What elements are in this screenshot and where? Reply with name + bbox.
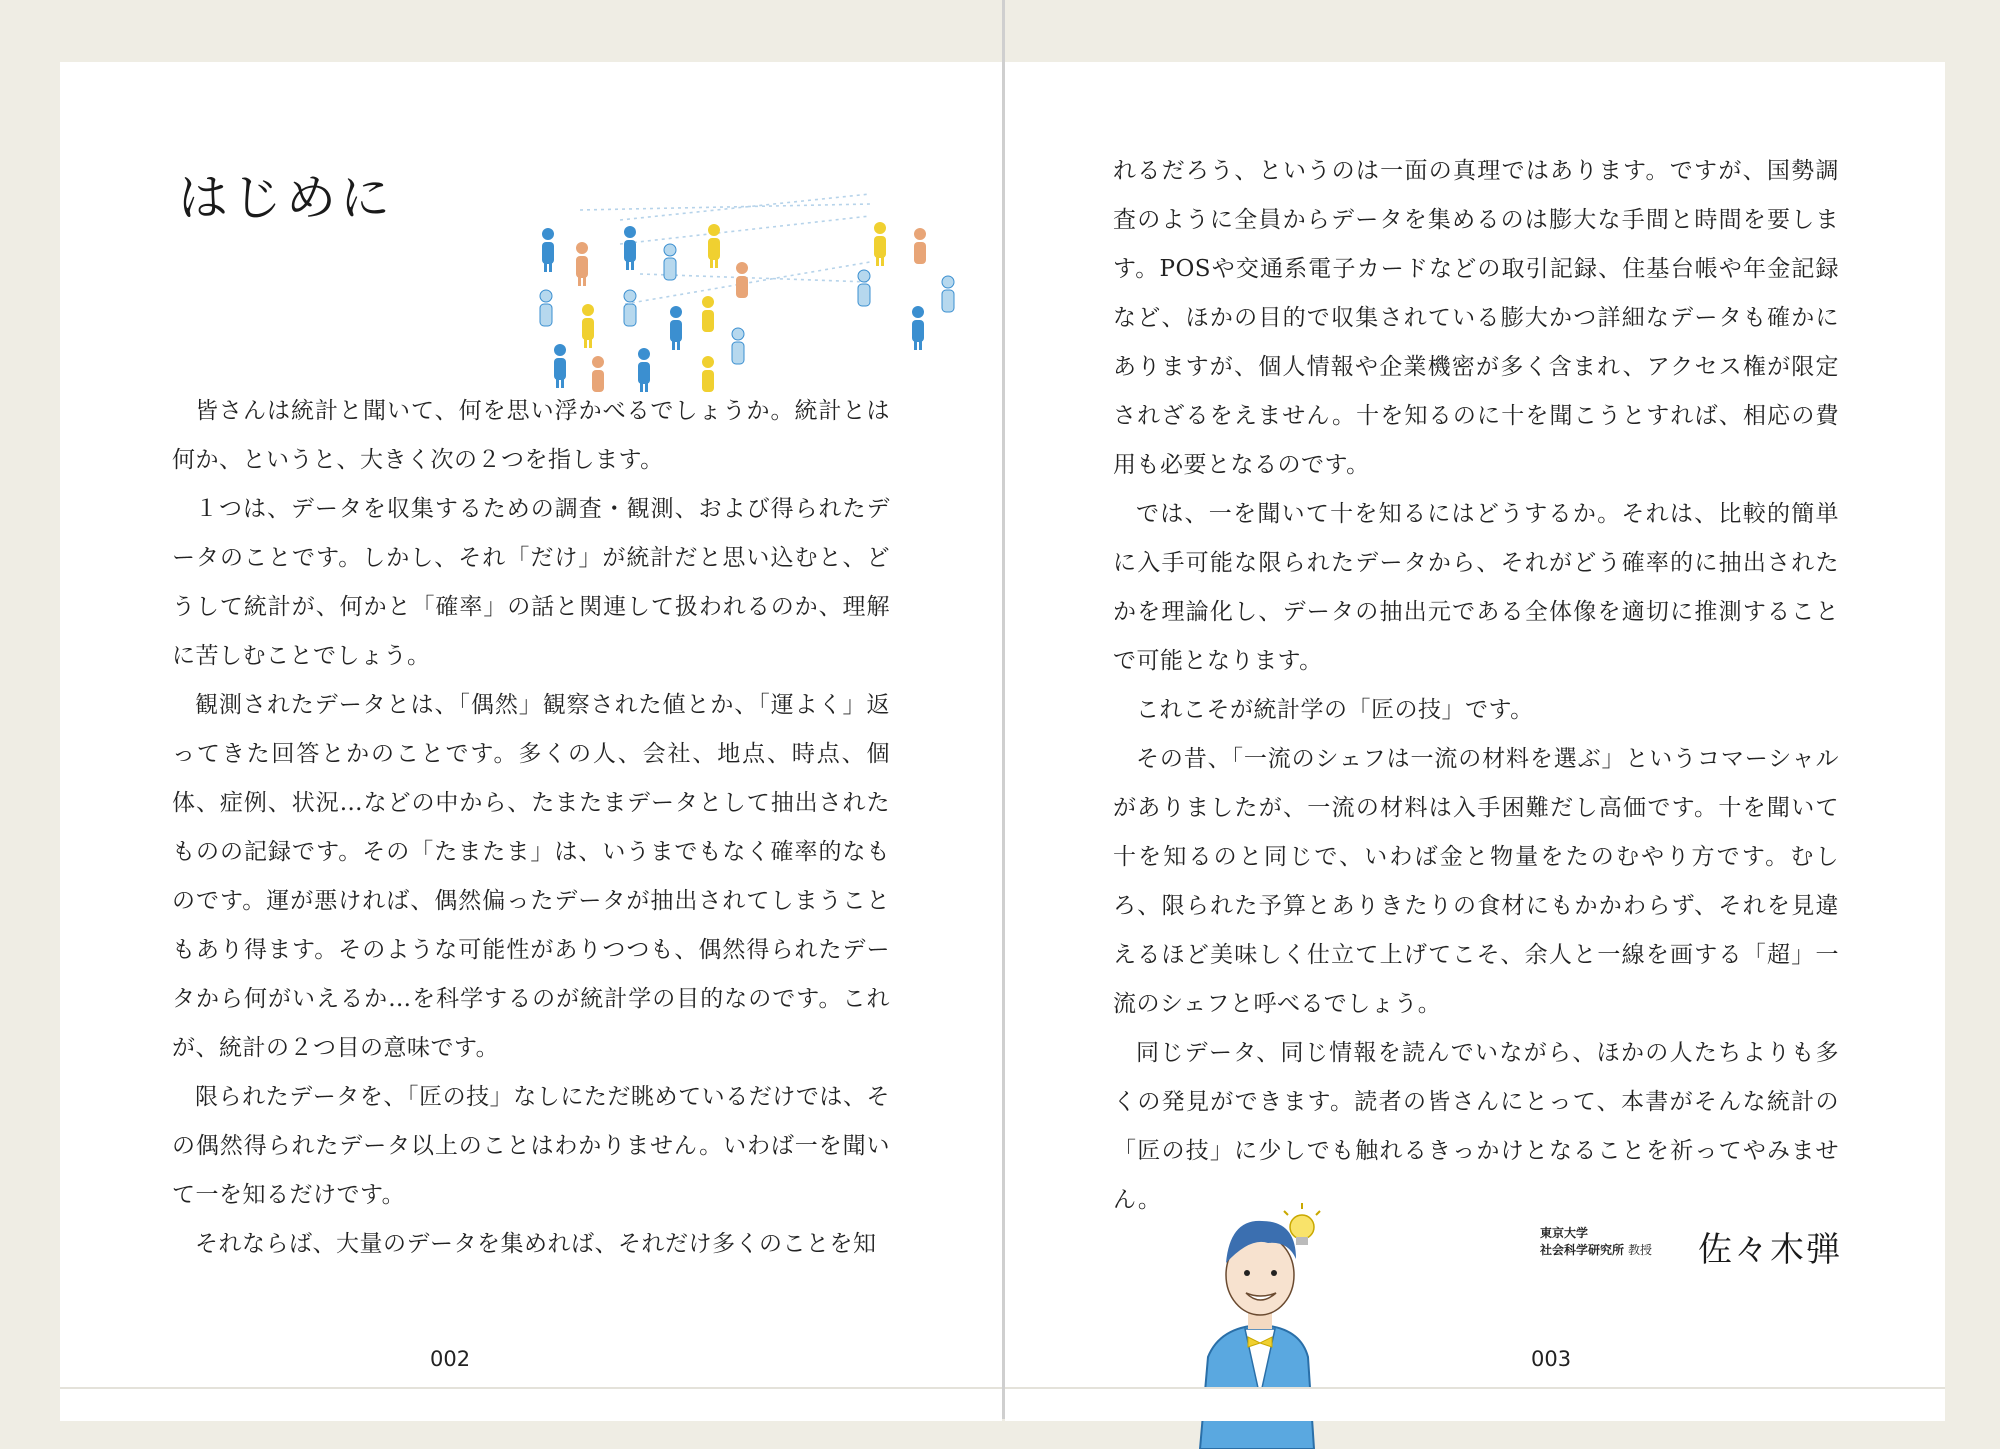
paragraph: これこそが統計学の「匠の技」です。 [1136, 697, 1534, 723]
person-icon [874, 222, 886, 266]
person-icon [576, 242, 588, 286]
paragraph: １つは、データを収集するための調査・観測、および得られたデータのことです。しかし、それ「だけ」が統計だと思い込むと、どうして統計が、何かと「確率」の話と関連して扱われるのか、理解に苦しむことでしょう。 [172, 496, 890, 669]
person-icon [554, 344, 566, 388]
person-icon [858, 270, 870, 306]
person-icon [638, 348, 650, 392]
person-figures [540, 222, 954, 392]
paragraph: それならば、大量のデータを集めれば、それだけ多くのことを知 [195, 1231, 877, 1257]
affiliation-institute: 社会科学研究所 [1540, 1243, 1625, 1257]
person-icon [736, 262, 748, 298]
affiliation-university: 東京大学 [1540, 1226, 1589, 1240]
person-icon [540, 290, 552, 326]
paragraph: 皆さんは統計と聞いて、何を思い浮かべるでしょうか。統計とは何か、というと、大きく次の２つを指します。 [172, 398, 890, 473]
author-affiliation [1540, 1225, 1652, 1259]
paragraph: れるだろう、というのは一面の真理ではあります。ですが、国勢調査のように全員からデータを集めるのは膨大な手間と時間を要します。POSや交通系電子カードなどの取引記録、住基台帳や年金記録など、ほかの目的で収集されている膨大かつ詳細なデータも確かにありますが、個人情報や企業機密が多く含まれ、アクセス権が限定されざるをえません。十を知るのに十を聞こうとすれば、相応の費用も必要となるのです。 [1113, 158, 1839, 478]
paragraph: その昔、「一流のシェフは一流の材料を選ぶ」というコマーシャルがありましたが、一流の材料は入手困難だし高価です。十を聞いて十を知るのと同じで、いわば金と物量をたのむやり方です。むしろ、限られた予算とありきたりの食材にもかかわらず、それを見違えるほど美味しく仕立て上げてこそ、余人と一線を画する「超」一流のシェフと呼べるでしょう。 [1113, 746, 1839, 1017]
body-text [172, 387, 890, 1269]
person-icon [542, 228, 554, 272]
left-page [60, 62, 1002, 1387]
person-icon [664, 244, 676, 280]
body-text [1113, 147, 1839, 1225]
person-icon [942, 276, 954, 312]
page-title: はじめに [178, 169, 394, 227]
right-page [1005, 62, 1945, 1387]
paragraph: では、一を聞いて十を知るにはどうするか。それは、比較的簡単に入手可能な限られたデータから、それがどう確率的に抽出されたかを理論化し、データの抽出元である全体像を適切に推測することで可能となります。 [1113, 501, 1839, 674]
paragraph: 限られたデータを、「匠の技」なしにただ眺めているだけでは、その偶然得られたデータ以上のことはわかりません。いわば一を聞いて一を知るだけです。 [172, 1084, 890, 1208]
person-icon [582, 304, 594, 348]
paragraph: 観測されたデータとは、「偶然」観察された値とか、「運よく」返ってきた回答とかのことです。多くの人、会社、地点、時点、個体、症例、状況…などの中から、たまたまデータとして抽出されたものの記録です。その「たまたま」は、いうまでもなく確率的なものです。運が悪ければ、偶然偏ったデータが抽出されてしまうこともあり得ます。そのような可能性がありつつも、偶然得られたデータから何がいえるか…を科学するのが統計学の目的なのです。これが、統計の２つ目の意味です。 [172, 692, 890, 1061]
people-data-illustration [470, 154, 970, 414]
paragraph: 同じデータ、同じ情報を読んでいながら、ほかの人たちよりも多くの発見ができます。読者の皆さんにとって、本書がそんな統計の「匠の技」に少しでも触れるきっかけとなることを祈ってやみません。 [1113, 1040, 1839, 1213]
person-icon [702, 296, 714, 332]
page-number: 003 [1531, 1347, 1572, 1371]
next-page-edge [60, 1387, 1002, 1421]
person-icon [732, 328, 744, 364]
person-icon [624, 290, 636, 326]
page-number: 002 [430, 1347, 471, 1371]
person-icon [708, 224, 720, 268]
person-icon [914, 228, 926, 264]
author-name: 佐々木弾 [1698, 1230, 1842, 1270]
next-page-edge [1005, 1387, 1945, 1421]
affiliation-title: 教授 [1628, 1243, 1653, 1257]
person-icon [912, 306, 924, 350]
person-icon [624, 226, 636, 270]
person-icon [670, 306, 682, 350]
